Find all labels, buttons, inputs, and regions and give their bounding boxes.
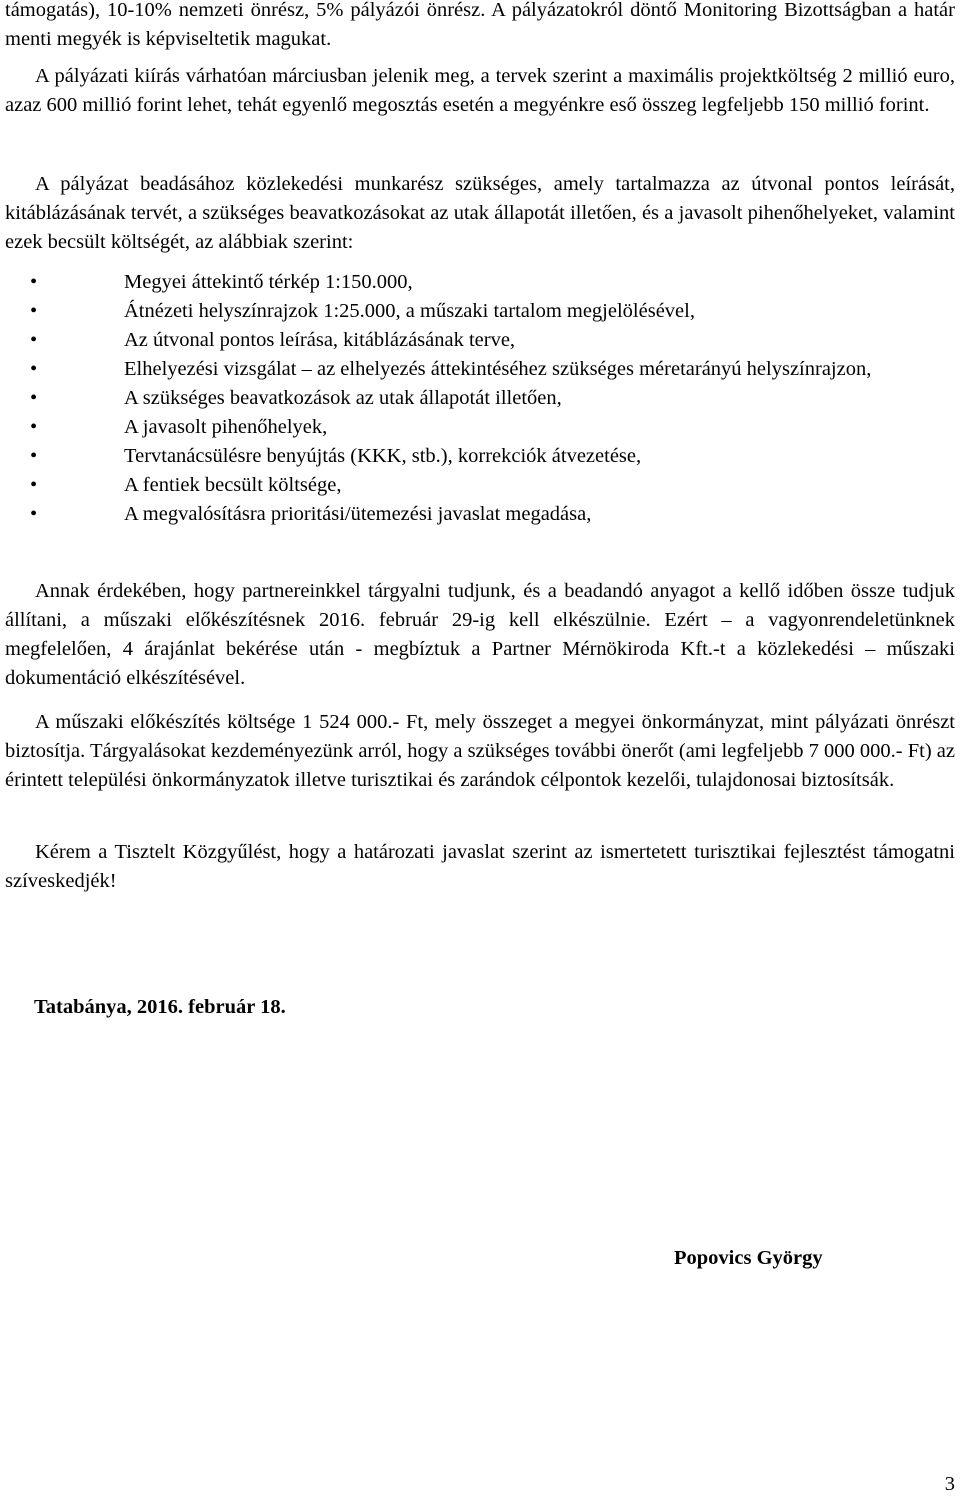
- list-item-text: A fentiek becsült költsége,: [124, 474, 342, 496]
- list-item-text: Az útvonal pontos leírása, kitáblázásának terve,: [124, 329, 516, 351]
- list-item: [0, 297, 960, 326]
- list-item-text: A javasolt pihenőhelyek,: [124, 416, 328, 438]
- bullet-icon: •: [30, 387, 38, 409]
- list-item-text: Átnézeti helyszínrajzok 1:25.000, a műszaki tartalom megjelölésével,: [124, 300, 695, 322]
- requirements-list: [0, 268, 960, 529]
- list-item-text: A szükséges beavatkozások az utak állapotát illetően,: [124, 387, 562, 409]
- paragraph-preparation: Annak érdekében, hogy partnereinkkel tárgyalni tudjunk, és a beadandó anyagot a kellő időben össze tudjuk állítani, a műszaki előkészítésnek 2016. február 29-ig kell elkészülnie. Ezért – a vagyonrendeletünknek megfelelően, 4 árajánlat bekérése után - megbíztuk a Partner Mérnökiroda Kft.-t a közlekedési – műszaki dokumentáció elkészítésével.: [5, 580, 955, 689]
- list-item: [0, 500, 960, 529]
- paragraph-transport-section: A pályázat beadásához közlekedési munkarész szükséges, amely tartalmazza az útvonal pontos leírását, kitáblázásának tervét, a szükséges beavatkozásokat az utak állapotát illetően, és a javasolt pihenőhelyeket, valamint ezek becsült költségét, az alábbiak szerint:: [5, 173, 955, 253]
- bullet-icon: •: [30, 445, 38, 467]
- bullet-icon: •: [30, 474, 38, 496]
- bullet-icon: •: [30, 416, 38, 438]
- list-item: [0, 471, 960, 500]
- bullet-icon: •: [30, 300, 38, 322]
- list-item-text: Megyei áttekintő térkép 1:150.000,: [124, 271, 413, 293]
- list-item: [0, 413, 960, 442]
- bullet-icon: •: [30, 271, 38, 293]
- signatory-name: Popovics György: [674, 1247, 823, 1269]
- list-item: [0, 442, 960, 471]
- paragraph-request: Kérem a Tisztelt Közgyűlést, hogy a határozati javaslat szerint az ismertetett turisztikai fejlesztést támogatni szíveskedjék!: [5, 841, 955, 892]
- list-item-text: Tervtanácsülésre benyújtás (KKK, stb.), korrekciók átvezetése,: [124, 445, 642, 467]
- paragraph-costs: A műszaki előkészítés költsége 1 524 000.- Ft, mely összeget a megyei önkormányzat, mint pályázati önrészt biztosítja. Tárgyalásokat kezdeményezünk arról, hogy a szükséges további önerőt (ami legfeljebb 7 000 000.- Ft) az érintett települési önkormányzatok illetve turisztikai és zarándok célpontok kezelői, tulajdonosai biztosítsák.: [5, 711, 955, 791]
- list-item: [0, 268, 960, 297]
- list-item: [0, 355, 960, 384]
- list-item-text: A megvalósításra prioritási/ütemezési javaslat megadása,: [124, 503, 592, 525]
- bullet-icon: •: [30, 358, 38, 380]
- list-item: [0, 384, 960, 413]
- bullet-icon: •: [30, 329, 38, 351]
- place-date: Tatabánya, 2016. február 18.: [34, 996, 286, 1018]
- list-item-text: Elhelyezési vizsgálat – az elhelyezés áttekintéséhez szükséges méretarányú helyszínrajzon,: [124, 358, 872, 380]
- page-number: 3: [944, 1473, 955, 1495]
- bullet-icon: •: [30, 503, 38, 525]
- paragraph-call-for-proposals: A pályázati kiírás várhatóan márciusban jelenik meg, a tervek szerint a maximális projektköltség 2 millió euro, azaz 600 millió forint lehet, tehát egyenlő megosztás esetén a megyénkre eső összeg legfeljebb 150 millió forint.: [5, 65, 955, 116]
- paragraph-funding-intro: támogatás), 10-10% nemzeti önrész, 5% pályázói önrész. A pályázatokról döntő Monitoring Bizottságban a határ menti megyék is képviseltetik magukat.: [5, 0, 955, 50]
- list-item: [0, 326, 960, 355]
